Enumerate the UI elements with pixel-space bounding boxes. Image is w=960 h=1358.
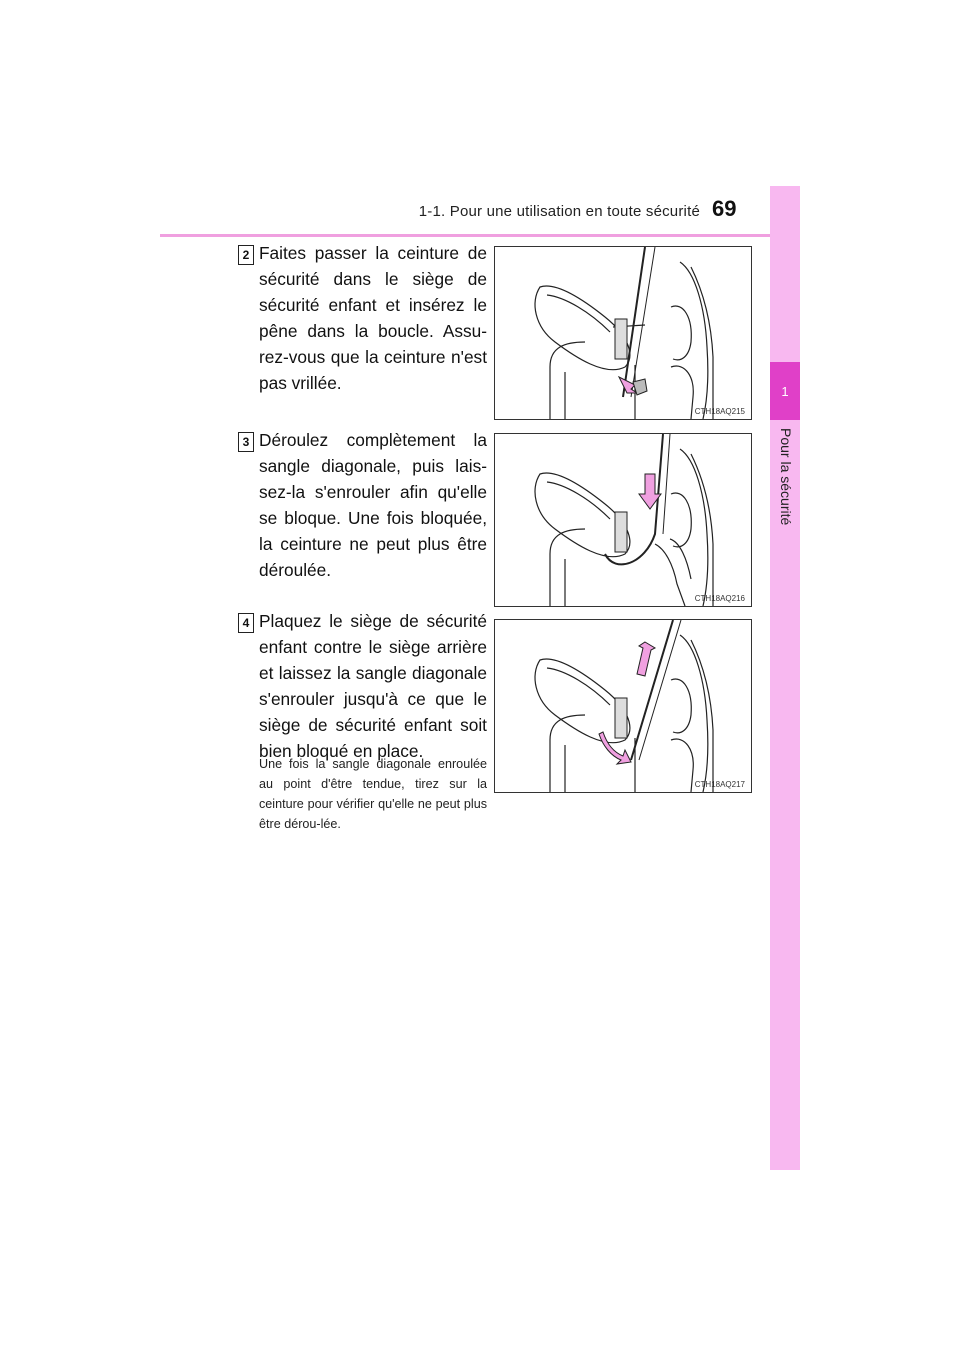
step-illustration (494, 433, 752, 607)
child-seat-belt-illustration (495, 247, 751, 419)
step-illustration (494, 246, 752, 420)
step-illustration (494, 619, 752, 793)
chapter-number: 1 (781, 383, 789, 399)
step-text: Plaquez le siège de sécurité enfant contre le siège arrière et laissez la sangle diagonale s'enrouler jusqu'à ce que le siège de sécurité enfant soit bien bloqué en place. (259, 611, 487, 761)
page-number: 69 (712, 196, 737, 221)
step-text: Faites passer la ceinture de sécurité dans le siège de sécurité enfant et insérez le pêne dans la boucle. Assu-rez-vous que la ceinture n'est pas vrillée. (259, 243, 487, 393)
chapter-tab[interactable] (770, 362, 800, 420)
step-number-badge: 2 (238, 245, 254, 265)
step-text: Déroulez complètement la sangle diagonale, puis lais-sez-la s'enrouler afin qu'elle se bloque. Une fois bloquée, la ceinture ne peut plus être déroulée. (259, 430, 487, 580)
chapter-label: Pour la sécurité (778, 428, 794, 526)
figure-code: CTH18AQ217 (694, 780, 745, 789)
section-title: 1-1. Pour une utilisation en toute sécurité (418, 203, 700, 220)
header-divider (160, 234, 800, 237)
figure-code: CTH18AQ216 (694, 594, 745, 603)
chapter-side-bar (770, 186, 800, 1170)
step-number-badge: 3 (238, 432, 254, 452)
step-note: Une fois la sangle diagonale enroulée au point d'être tendue, tirez sur la ceinture pour vérifier qu'elle ne peut plus être dérou-lée. (259, 757, 487, 831)
figure-code: CTH18AQ215 (694, 407, 745, 416)
step-number-badge: 4 (238, 613, 254, 633)
child-seat-belt-illustration (495, 434, 751, 606)
child-seat-belt-illustration (495, 620, 751, 792)
